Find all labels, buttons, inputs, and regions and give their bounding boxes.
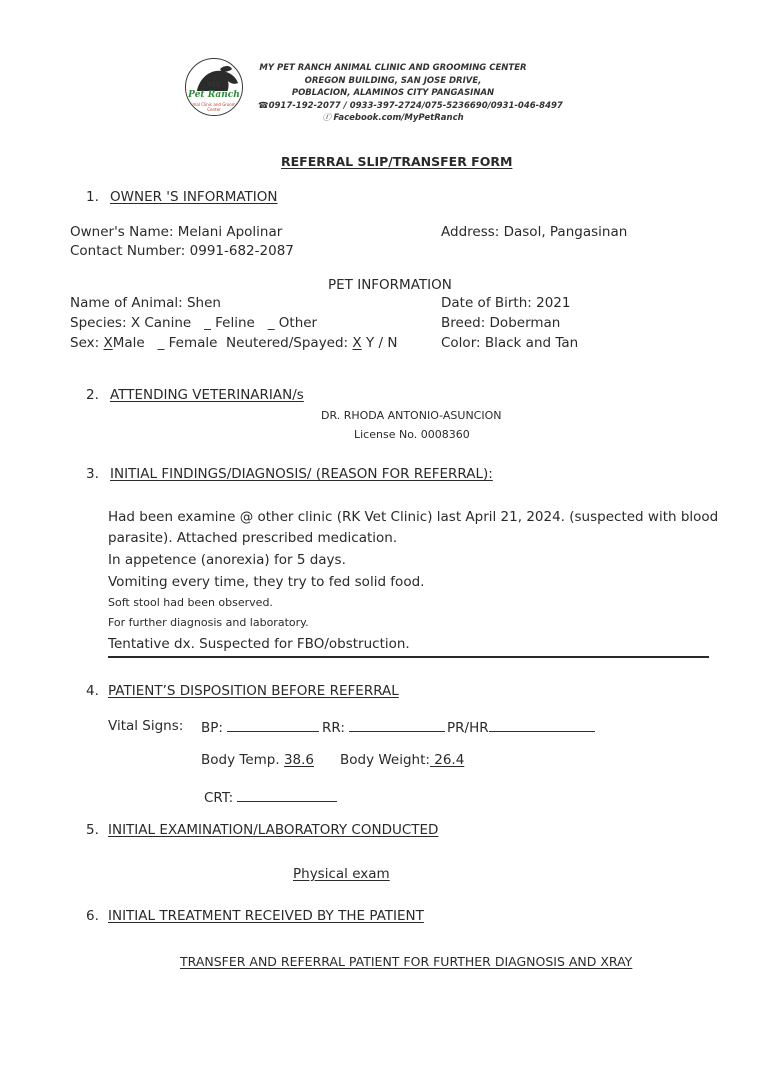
clinic-name: MY PET RANCH ANIMAL CLINIC AND GROOMING CENTER <box>259 63 527 73</box>
finding-line: parasite). Attached prescribed medication. <box>108 530 398 546</box>
facebook-icon: ⓕ <box>322 113 334 124</box>
section-3-title: INITIAL FINDINGS/DIAGNOSIS/ (REASON FOR REFERRAL): <box>110 466 493 482</box>
body-temp-value: 38.6 <box>283 752 314 768</box>
section-3-number: 3. <box>86 466 99 482</box>
bp-blank <box>227 718 319 732</box>
prhr-blank <box>489 718 595 732</box>
neutered-mark: X <box>352 335 362 351</box>
section-1-title: OWNER 'S INFORMATION <box>110 189 278 205</box>
clinic-address-2: POBLACION, ALAMINOS CITY PANGASINAN <box>291 88 495 99</box>
species-other: _ Other <box>267 315 318 331</box>
pet-sex: Sex: XMale _ Female Neutered/Spayed: X Y / N <box>70 335 398 351</box>
finding-line: In appetence (anorexia) for 5 days. <box>108 552 346 568</box>
finding-line: Had been examine @ other clinic (RK Vet Clinic) last April 21, 2024. (suspected with blood <box>108 509 719 525</box>
section-5-title: INITIAL EXAMINATION/LABORATORY CONDUCTED <box>108 822 439 838</box>
pet-species: Species: X Canine _ Feline _ Other <box>70 315 318 331</box>
finding-line: Tentative dx. Suspected for FBO/obstruction. <box>108 636 410 652</box>
finding-line: Vomiting every time, they try to fed solid food. <box>108 574 425 590</box>
pet-color: Color: Black and Tan <box>441 335 579 351</box>
pet-info-heading: PET INFORMATION <box>328 277 452 293</box>
body-weight: Body Weight: 26.4 <box>340 752 465 768</box>
phone-icon: ☎ <box>258 100 269 111</box>
clinic-facebook: ⓕ Facebook.com/MyPetRanch <box>322 113 464 124</box>
rr-field: RR: <box>322 718 445 736</box>
sex-male: Male <box>112 335 145 351</box>
section-1-number: 1. <box>86 189 99 205</box>
logo-tagline-text: Animal Clinic and Grooming Center <box>186 102 242 112</box>
species-feline: _ Feline <box>204 315 255 331</box>
prhr-field: PR/HR <box>447 718 595 736</box>
findings-divider <box>108 656 709 658</box>
section-4-number: 4. <box>86 683 99 699</box>
crt-field: CRT: <box>204 788 337 806</box>
species-canine: X Canine <box>130 315 192 331</box>
logo-name-text: Pet Ranch <box>188 90 240 100</box>
exam-conducted: Physical exam <box>293 866 390 882</box>
sex-mark: X <box>103 335 113 351</box>
pet-name: Name of Animal: Shen <box>70 295 221 311</box>
finding-line: For further diagnosis and laboratory. <box>108 616 309 629</box>
section-4-title: PATIENT’S DISPOSITION BEFORE REFERRAL <box>108 683 399 699</box>
owner-name: Owner's Name: Melani Apolinar <box>70 224 283 240</box>
clinic-logo <box>185 58 243 116</box>
vital-signs-label: Vital Signs: <box>108 718 184 734</box>
pet-breed: Breed: Doberman <box>441 315 561 331</box>
neutered-options: Y / N <box>365 335 398 351</box>
finding-line: Soft stool had been observed. <box>108 596 273 609</box>
logo-my-text: MY <box>206 79 222 89</box>
section-5-number: 5. <box>86 822 99 838</box>
pet-dob: Date of Birth: 2021 <box>441 295 571 311</box>
clinic-address-1: OREGON BUILDING, SAN JOSE DRIVE, <box>304 75 482 86</box>
clinic-header <box>258 62 563 125</box>
section-2-number: 2. <box>86 387 99 403</box>
section-2-title: ATTENDING VETERINARIAN/s <box>110 387 304 403</box>
rr-blank <box>349 718 445 732</box>
treatment-received: TRANSFER AND REFERRAL PATIENT FOR FURTHER DIAGNOSIS AND XRAY <box>180 954 633 969</box>
sex-female: _ Female <box>157 335 218 351</box>
vet-name: DR. RHODA ANTONIO-ASUNCION <box>321 409 502 422</box>
section-6-title: INITIAL TREATMENT RECEIVED BY THE PATIENT <box>108 908 424 924</box>
owner-contact: Contact Number: 0991-682-2087 <box>70 243 294 259</box>
section-6-number: 6. <box>86 908 99 924</box>
crt-blank <box>237 788 337 802</box>
body-temp: Body Temp. 38.6 <box>201 752 314 768</box>
owner-address: Address: Dasol, Pangasinan <box>441 224 628 240</box>
clinic-phones: ☎0917-192-2077 / 0933-397-2724/075-5236690/0931-046-8497 <box>258 100 563 111</box>
body-weight-value: 26.4 <box>434 752 465 768</box>
bp-field: BP: <box>201 718 319 736</box>
vet-license: License No. 0008360 <box>354 428 470 441</box>
form-title: REFERRAL SLIP/TRANSFER FORM <box>281 154 513 169</box>
